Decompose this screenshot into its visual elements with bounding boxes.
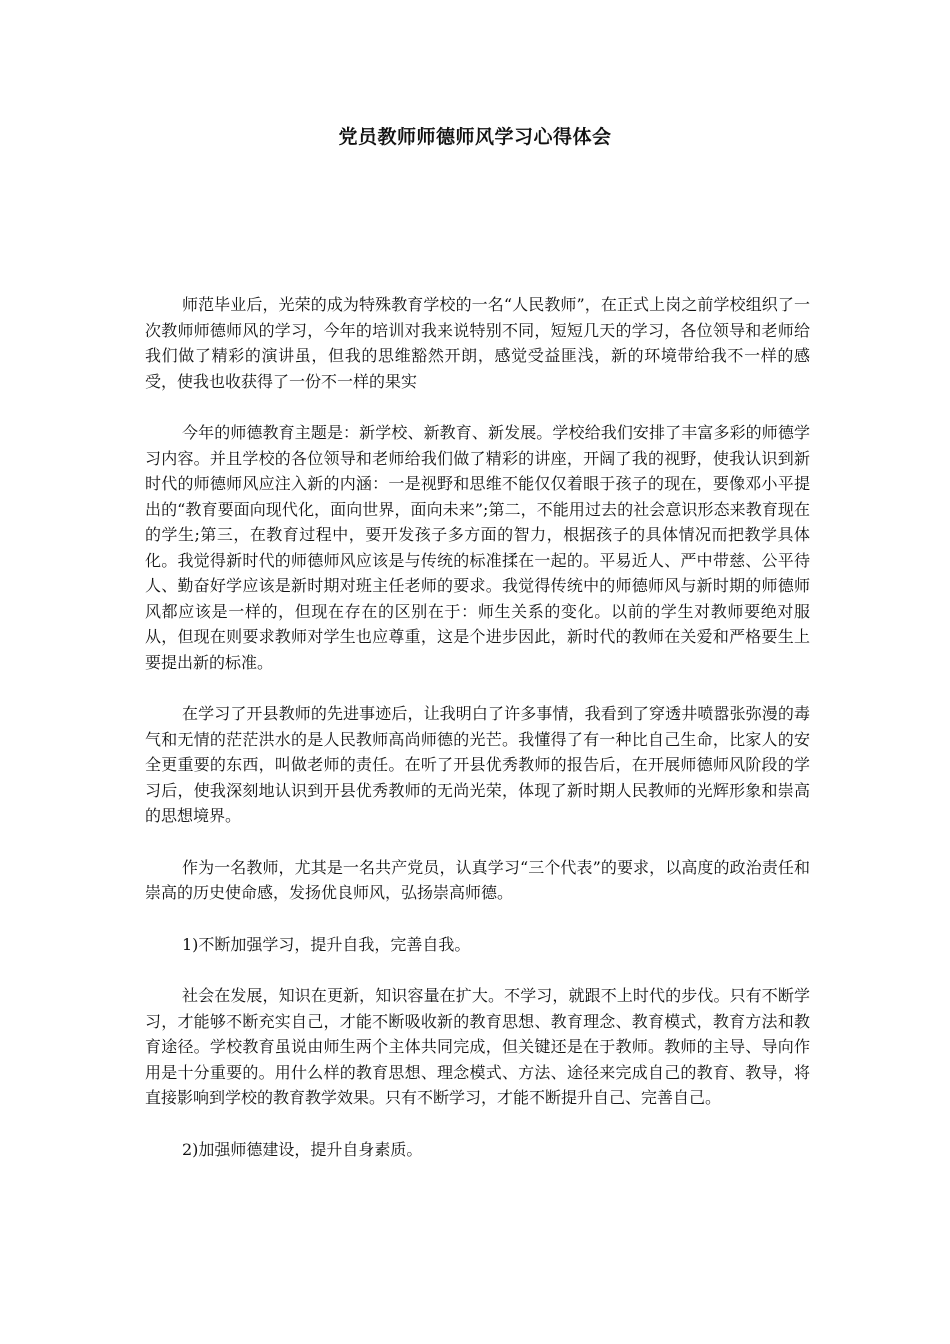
paragraph-intro: 师范毕业后，光荣的成为特殊教育学校的一名“人民教师”，在正式上岗之前学校组织了一次教师师德师风的学习，今年的培训对我来说特别不同，短短几天的学习，各位领导和老师给我们做了精彩的演讲虽，但我的思维豁然开朗，感觉受益匪浅，新的环境带给我不一样的感受，使我也收获得了一份不一样的果实 [145,295,810,391]
section-heading-2: 2)加强师德建设，提升自身素质。 [182,1139,423,1159]
paragraph-learning: 社会在发展，知识在更新，知识容量在扩大。不学习，就跟不上时代的步伐。只有不断学习，才能够不断充实自己，才能不断吸收新的教育思想、教育理念、教育模式，教育方法和教育途径。学校教育虽说由师生两个主体共同完成，但关键还是在于教师。教师的主导、导向作用是十分重要的。用什么样的教育思想、理念模式、方法、途径来完成自己的教育、教导，将直接影响到学校的教育教学效果。只有不断学习，才能不断提升自己、完善自己。 [145,986,810,1107]
document-body [145,292,810,1188]
paragraph-party-member: 作为一名教师，尤其是一名共产党员，认真学习“三个代表”的要求，以高度的政治责任和崇高的历史使命感，发扬优良师风，弘扬崇高师德。 [145,857,810,902]
document-title: 党员教师师德师风学习心得体会 [338,126,612,148]
paragraph-kaixian: 在学习了开县教师的先进事迹后，让我明白了许多事情，我看到了穿透井喷嚣张弥漫的毒气和无情的茫茫洪水的是人民教师高尚师德的光芒。我懂得了有一种比自己生命，比家人的安全更重要的东西，叫做老师的责任。在听了开县优秀教师的报告后，在开展师德师风阶段的学习后，使我深刻地认识到开县优秀教师的无尚光荣，体现了新时期人民教师的光辉形象和崇高的思想境界。 [145,704,810,825]
section-heading-1: 1)不断加强学习，提升自我，完善自我。 [182,934,471,954]
paragraph-theme: 今年的师德教育主题是：新学校、新教育、新发展。学校给我们安排了丰富多彩的师德学习内容。并且学校的各位领导和老师给我们做了精彩的讲座，开阔了我的视野，使我认识到新时代的师德师风应注入新的内涵：一是视野和思维不能仅仅着眼于孩子的现在，要像邓小平提出的“教育要面向现代化，面向世界，面向未来”;第二，不能用过去的社会意识形态来教育现在的学生;第三，在教育过程中，要开发孩子多方面的智力，根据孩子的具体情况而把教学具体化。我觉得新时代的师德师风应该是与传统的标准揉在一起的。平易近人、严中带慈、公平待人、勤奋好学应该是新时期对班主任老师的要求。我觉得传统中的师德师风与新时期的师德师风都应该是一样的，但现在存在的区别在于：师生关系的变化。以前的学生对教师要绝对服从，但现在则要求教师对学生也应尊重，这是个进步因此，新时代的教师在关爱和严格要生上要提出新的标准。 [145,423,810,672]
